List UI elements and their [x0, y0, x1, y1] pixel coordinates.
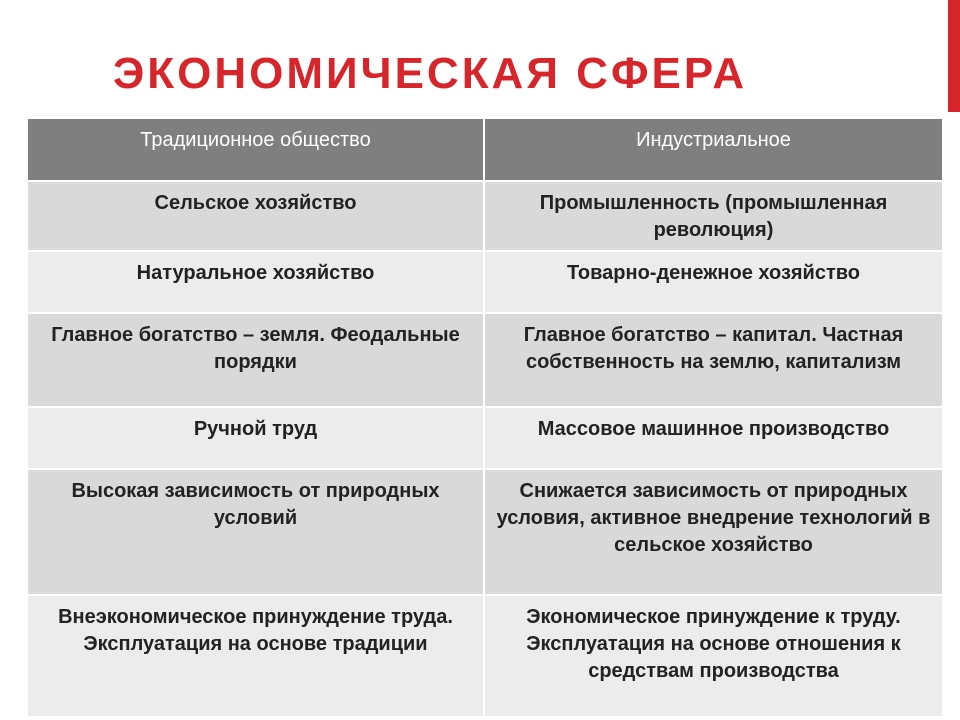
table-row — [27, 469, 943, 595]
table-header-row — [27, 118, 943, 181]
header-industrial: Индустриальное — [484, 118, 943, 181]
table-row — [27, 181, 943, 251]
industrial-cell: Главное богатство – капитал. Частная собственность на землю, капитализм — [484, 313, 943, 407]
comparison-table — [26, 117, 944, 718]
traditional-cell: Главное богатство – земля. Феодальные порядки — [27, 313, 484, 407]
industrial-cell: Экономическое принуждение к труду. Эксплуатация на основе отношения к средствам производства — [484, 595, 943, 717]
traditional-cell: Ручной труд — [27, 407, 484, 469]
table-row — [27, 595, 943, 717]
slide-title: ЭКОНОМИЧЕСКАЯ СФЕРА — [113, 49, 748, 98]
industrial-cell: Снижается зависимость от природных условия, активное внедрение технологий в сельское хозяйство — [484, 469, 943, 595]
traditional-cell: Внеэкономическое принуждение труда. Эксплуатация на основе традиции — [27, 595, 484, 717]
industrial-cell: Товарно-денежное хозяйство — [484, 251, 943, 313]
table-row — [27, 313, 943, 407]
traditional-cell: Высокая зависимость от природных условий — [27, 469, 484, 595]
header-traditional: Традиционное общество — [27, 118, 484, 181]
industrial-cell: Массовое машинное производство — [484, 407, 943, 469]
industrial-cell: Промышленность (промышленная революция) — [484, 181, 943, 251]
red-accent-bar — [948, 0, 960, 112]
traditional-cell: Сельское хозяйство — [27, 181, 484, 251]
table-row — [27, 407, 943, 469]
traditional-cell: Натуральное хозяйство — [27, 251, 484, 313]
table-row — [27, 251, 943, 313]
